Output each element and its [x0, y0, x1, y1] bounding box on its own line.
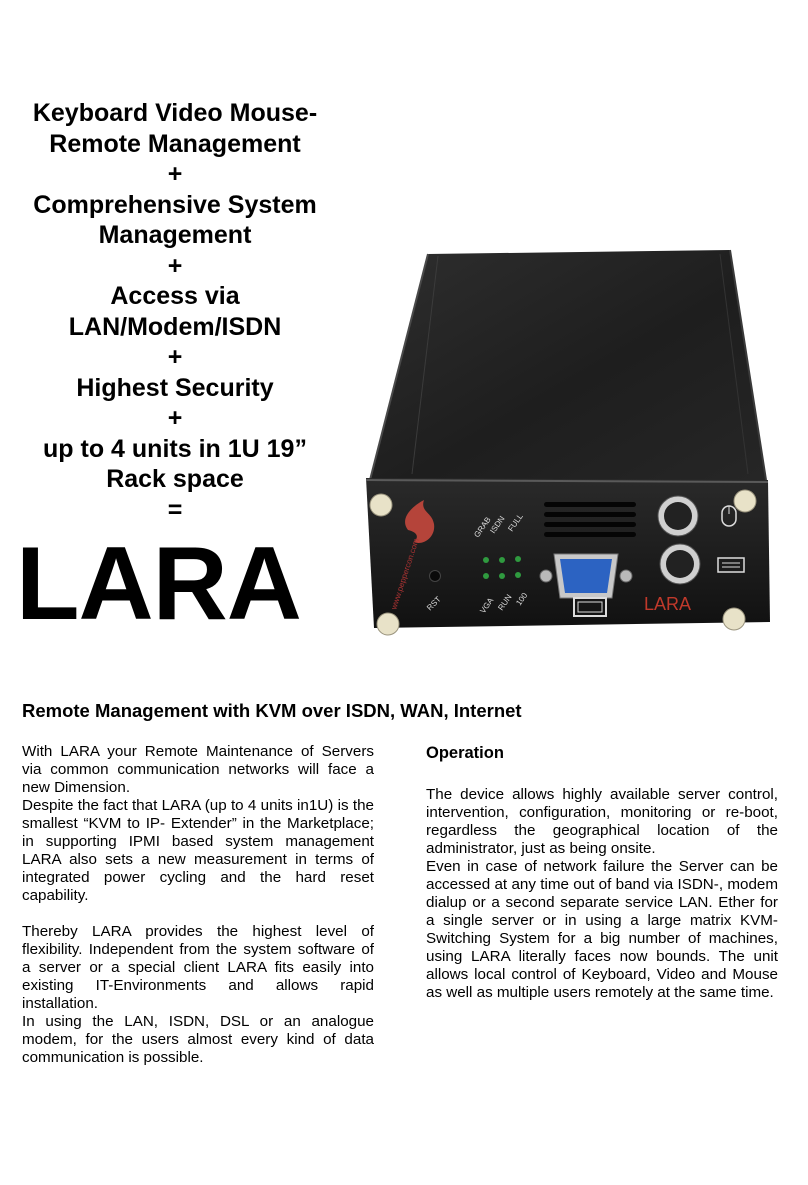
- headline-plus: +: [167, 404, 183, 432]
- led-label-full: FULL: [506, 511, 525, 534]
- paragraph: Despite the fact that LARA (up to 4 units in1U) is the smallest “KVM to IP- Extender” in the Marketplace; in supporting IPMI based system management LARA also sets a new measurement in terms of integrated power cycling and the hard reset capability.: [22, 797, 374, 904]
- device-photo: [338, 242, 790, 650]
- operation-heading: Operation: [426, 744, 504, 762]
- led-label-grab: GRAB: [472, 515, 493, 540]
- ps2-keyboard-port: [660, 544, 700, 584]
- headline-line: Access via: [110, 282, 240, 310]
- reset-button: [430, 571, 441, 582]
- brand-title: LARA: [16, 526, 301, 642]
- headline-line: Remote Management: [49, 129, 301, 158]
- paragraph: Even in case of network failure the Server can be accessed at any time out of band via ISDN-, modem dialup or a second separate service LAN. Ether for a single server or in using a large matrix KVM-Switching System for a big number of machines, using LARA literally faces now bounds. The unit allows local control of Keyboard, Video and Mouse as well as multiple users remotely at the same time.: [426, 858, 778, 1001]
- headline-line: Highest Security: [76, 373, 274, 402]
- led-label-run: RUN: [496, 592, 514, 613]
- headline-line: Rack space: [106, 465, 244, 493]
- paragraph: In using the LAN, ISDN, DSL or an analogue modem, for the users almost every kind of data communication is possible.: [22, 1013, 374, 1066]
- device-top: [370, 250, 766, 480]
- ps2-mouse-port: [658, 496, 698, 536]
- headline-plus: +: [167, 251, 183, 280]
- headline-line: Management: [98, 221, 252, 249]
- section-title: Remote Management with KVM over ISDN, WAN, Internet: [22, 700, 522, 721]
- headline-plus: +: [167, 160, 183, 188]
- right-column: [426, 744, 778, 1002]
- left-column: [22, 743, 374, 1067]
- headline: [10, 98, 340, 525]
- led-label-vga: VGA: [478, 596, 496, 616]
- headline-line: up to 4 units in 1U 19”: [43, 434, 307, 463]
- headline-line: Keyboard Video Mouse-: [32, 99, 318, 127]
- headline-plus: +: [167, 343, 183, 371]
- device-front-label: LARA: [644, 594, 692, 614]
- paragraph: Thereby LARA provides the highest level of flexibility. Independent from the system software of a server or a special client LARA fits easily into existing IT-Environments and allows rapid installation.: [22, 923, 374, 1012]
- led-label-100: 100: [514, 591, 530, 608]
- paragraph: The device allows highly available server control, intervention, configuration, monitoring or re-boot, regardless the geographical location of the administrator, just as being onsite.: [426, 786, 778, 857]
- reset-label: RST: [425, 594, 443, 613]
- led-label-isdn: ISDN: [488, 514, 507, 536]
- headline-equals: =: [167, 495, 183, 524]
- headline-line: Comprehensive System: [33, 190, 317, 219]
- headline-line: LAN/Modem/ISDN: [68, 312, 282, 341]
- device-website: www.peppercon.com: [389, 537, 421, 611]
- paragraph: With LARA your Remote Maintenance of Servers via common communication networks will face a new Dimension.: [22, 743, 374, 796]
